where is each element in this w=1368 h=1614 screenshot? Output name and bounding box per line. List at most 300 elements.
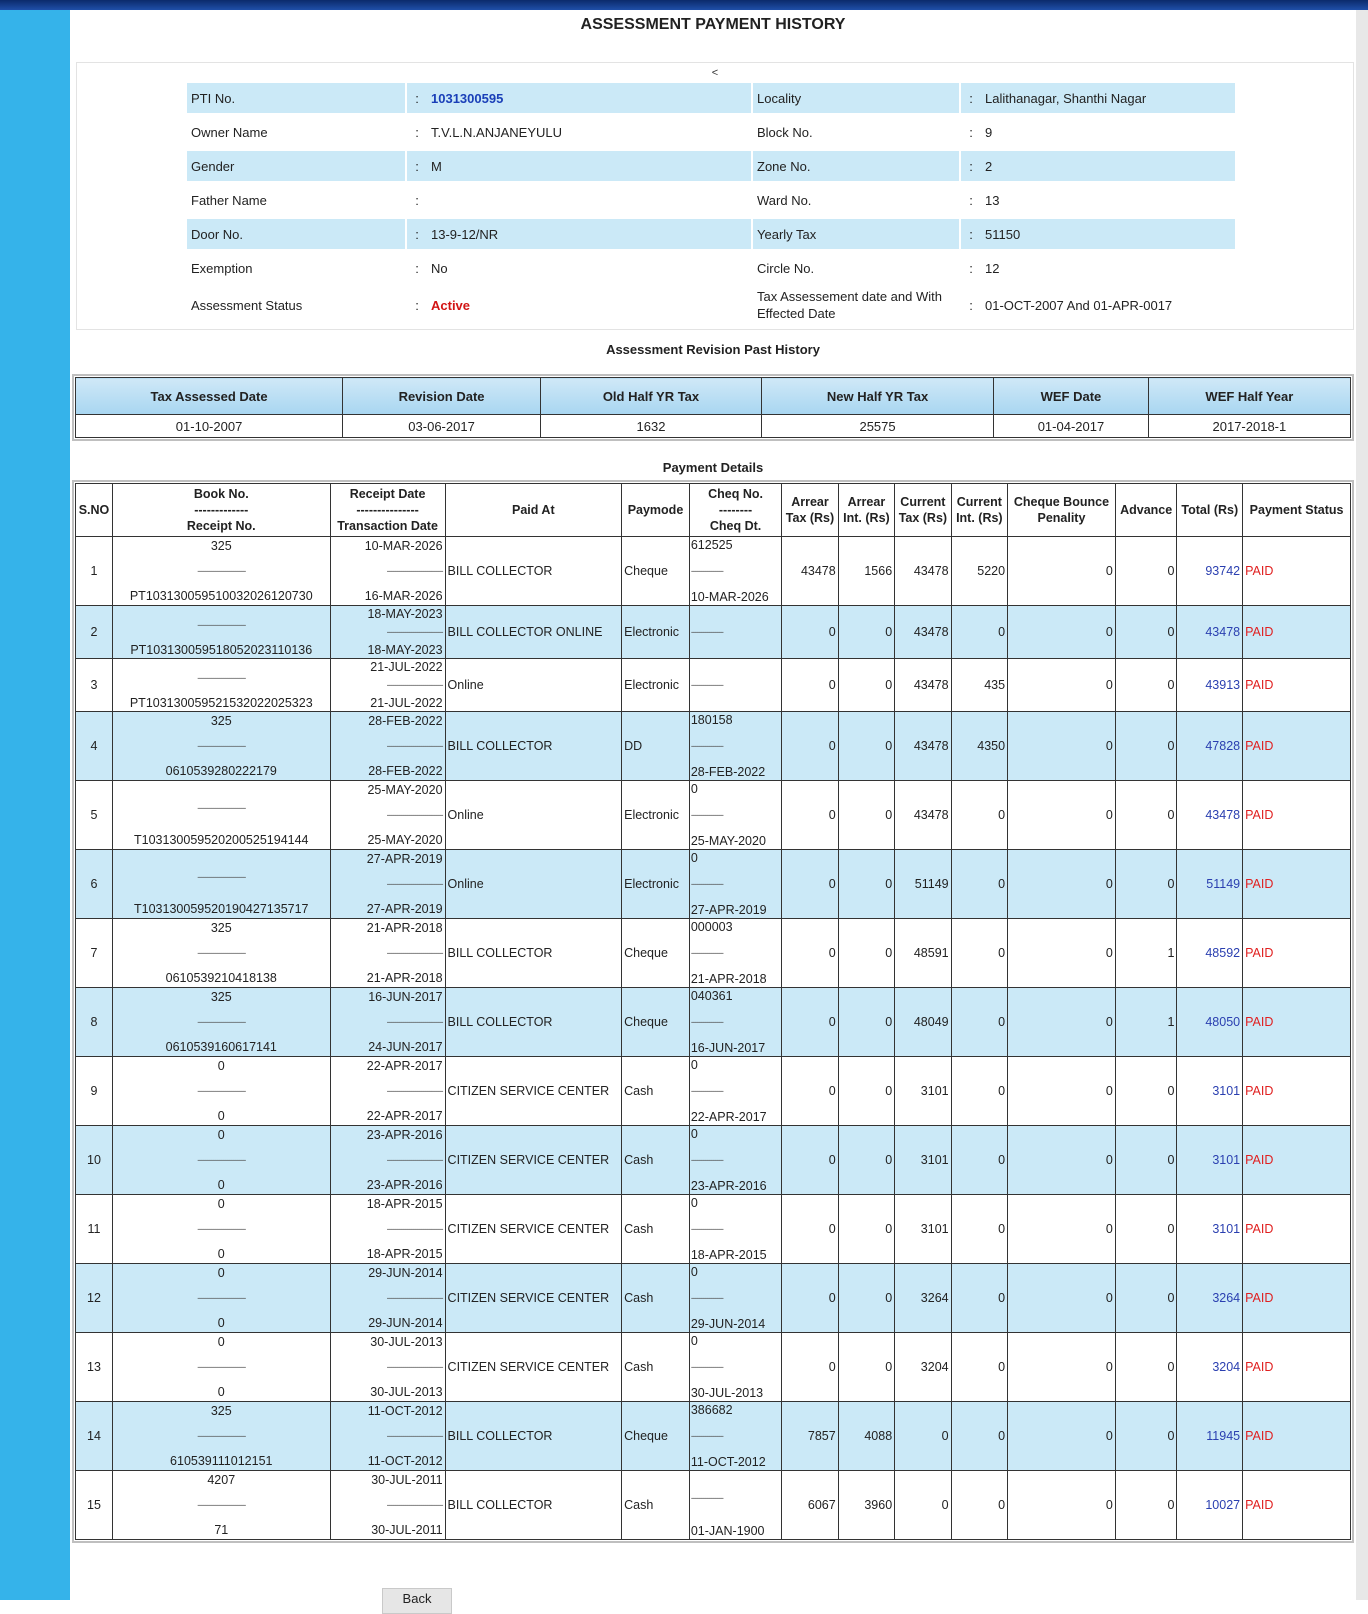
divider: ---------------- [690,1292,723,1303]
paymode: Cash [622,1195,690,1264]
book-receipt-cell [112,1264,330,1333]
info-label: Circle No. [757,260,815,276]
dates-stack [333,714,443,778]
cheque-cell [689,1471,781,1540]
table-row [76,1057,1351,1126]
row-sno: 13 [76,1333,113,1402]
paid-at: CITIZEN SERVICE CENTER [445,1333,622,1402]
transaction-date: 16-MAR-2026 [364,589,443,603]
revision-header-row [76,378,1351,415]
cheque-cell [689,1333,781,1402]
payment-status: PAID [1243,659,1351,712]
paid-at: CITIZEN SERVICE CENTER [445,1264,622,1333]
payment-status: PAID [1243,988,1351,1057]
paymode: Electronic [622,659,690,712]
divider: ---------------- [690,626,723,637]
book-receipt-cell [112,988,330,1057]
amount-bounce: 0 [1008,606,1116,659]
dates-stack [333,1128,443,1192]
cheque-cell [689,781,781,850]
cheque-cell [689,606,781,659]
book-receipt-cell [112,1471,330,1540]
divider: ------------------------ [197,1361,246,1372]
transaction-date: 21-APR-2018 [366,971,443,985]
cheque-no: 040361 [690,989,733,1003]
table-row [76,659,1351,712]
transaction-date: 29-JUN-2014 [368,1316,443,1330]
header-current-tax: Current Tax (Rs) [895,484,951,537]
paymode: Cheque [622,988,690,1057]
dates-stack [333,783,443,847]
receipt-no: PT10313005952153202202532​3 [129,696,313,710]
payment-status: PAID [1243,850,1351,919]
table-row [76,1264,1351,1333]
divider: ---------------- [690,1016,723,1027]
receipt-date: 11-OCT-2012 [367,1404,443,1418]
header-receipt-date: Receipt Date [349,487,426,501]
paid-at: CITIZEN SERVICE CENTER [445,1126,622,1195]
amount-ci: 0 [951,781,1007,850]
info-label: Yearly Tax [753,219,959,249]
header-cheq-no: Cheq No. [708,487,763,501]
cheque-date: 21-APR-2018 [690,972,767,986]
amount-ci: 0 [951,1264,1007,1333]
table-row [76,1333,1351,1402]
transaction-date: 30-JUL-2013 [370,1385,443,1399]
total-amount: 93742 [1177,537,1243,606]
row-sno: 7 [76,919,113,988]
divider: ---------------------------- [386,1292,443,1303]
divider: ------------------------ [197,871,246,882]
paymode: Electronic [622,850,690,919]
row-sno: 3 [76,659,113,712]
book-no: 0 [217,1128,225,1142]
row-sno: 11 [76,1195,113,1264]
paymode: Cash [622,1264,690,1333]
transaction-date: 11-OCT-2012 [367,1454,443,1468]
paymode: DD [622,712,690,781]
dates-stack [333,1266,443,1330]
payment-status: PAID [1243,606,1351,659]
total-amount: 3101 [1177,1057,1243,1126]
paid-at: BILL COLLECTOR ONLINE [445,606,622,659]
info-value: Lalithanagar, Shanthi Nagar [981,83,1235,113]
total-amount: 43913 [1177,659,1243,712]
divider: ---------------- [690,947,723,958]
table-row [76,537,1351,606]
payment-status: PAID [1243,1057,1351,1126]
total-amount: 3101 [1177,1195,1243,1264]
paid-at: CITIZEN SERVICE CENTER [445,1195,622,1264]
info-separator: : [969,124,973,140]
amount-adv: 0 [1115,606,1177,659]
divider: ---------------------------- [386,1361,443,1372]
cheque-stack [691,851,780,917]
cheque-date: 11-OCT-2012 [690,1455,766,1469]
amount-ai: 0 [838,850,894,919]
transaction-date: 30-JUL-2011 [371,1523,443,1537]
amount-at: 43478 [782,537,838,606]
info-label: Father Name [191,192,267,208]
cheque-cell [689,1057,781,1126]
info-separator: : [415,297,419,313]
table-row [76,712,1351,781]
divider: ---------------------------- [386,679,443,690]
row-sno: 9 [76,1057,113,1126]
book-no: 0 [217,1266,225,1280]
cheque-stack [691,782,780,848]
header-date-divider: --------------- [356,503,419,517]
dates-cell [330,850,445,919]
info-separator: : [415,192,419,208]
assessment-info-panel [76,62,1354,330]
receipt-no: 0 [217,1316,225,1330]
table-row [76,1195,1351,1264]
table-row [76,919,1351,988]
dates-cell [330,606,445,659]
amount-adv: 0 [1115,1264,1177,1333]
cheque-cell [689,537,781,606]
amount-bounce: 0 [1008,1057,1116,1126]
receipt-date: 18-MAY-2023 [367,607,443,621]
info-value: 9 [985,124,993,140]
amount-ci: 435 [951,659,1007,712]
dates-cell [330,1195,445,1264]
dates-cell [330,1333,445,1402]
amount-adv: 0 [1115,1402,1177,1471]
info-label: Tax Assessement date and With Effected Date [757,289,942,321]
left-sidebar [0,10,70,1600]
amount-bounce: 0 [1008,1333,1116,1402]
dates-stack [333,1473,443,1537]
amount-adv: 0 [1115,712,1177,781]
book-receipt-cell [112,850,330,919]
amount-at: 0 [782,919,838,988]
paid-at: BILL COLLECTOR [445,1471,622,1540]
amount-ct: 43478 [895,659,951,712]
cheque-no: 0 [690,1127,698,1141]
info-separator: : [961,83,981,113]
receipt-no: 0 [217,1385,225,1399]
cheque-no: 0 [690,1196,698,1210]
amount-at: 0 [782,712,838,781]
amount-ci: 0 [951,850,1007,919]
info-row [187,83,1235,113]
revision-header-cell: Old Half YR Tax [541,378,762,415]
cheque-stack [691,713,780,779]
divider: ------------------------ [197,947,246,958]
info-row [187,117,1235,147]
header-arrear-int: Arrear Int. (Rs) [838,484,894,537]
collapse-toggle[interactable]: < [711,67,719,79]
cheque-no: 386682 [690,1403,733,1417]
amount-adv: 0 [1115,1126,1177,1195]
revision-cell: 01-10-2007 [76,415,343,438]
dates-cell [330,1126,445,1195]
total-amount: 51149 [1177,850,1243,919]
row-sno: 4 [76,712,113,781]
amount-adv: 0 [1115,1195,1177,1264]
info-value: 12 [985,260,1000,276]
revision-header-cell: WEF Date [994,378,1149,415]
divider: ---------------------------- [386,1154,443,1165]
book-receipt-stack [115,783,328,847]
book-receipt-cell [112,1333,330,1402]
book-no: 4207 [207,1473,236,1487]
book-receipt-cell [112,1402,330,1471]
header-paymode: Paymode [622,484,690,537]
book-receipt-cell [112,919,330,988]
amount-at: 0 [782,781,838,850]
amount-ct: 3264 [895,1264,951,1333]
book-receipt-stack [115,660,328,710]
cheque-no: 0 [690,1058,698,1072]
amount-adv: 0 [1115,781,1177,850]
book-no: 0 [217,1059,225,1073]
dates-stack [333,1335,443,1399]
receipt-no: 610539111012151 [170,1454,273,1468]
book-receipt-stack [115,1128,328,1192]
total-amount: 11945 [1177,1402,1243,1471]
paid-at: BILL COLLECTOR [445,988,622,1057]
amount-bounce: 0 [1008,850,1116,919]
dates-cell [330,781,445,850]
info-label: PTI No. [187,83,405,113]
header-sno: S.NO [76,484,113,537]
info-value: 13 [985,192,1000,208]
book-receipt-cell [112,537,330,606]
row-sno: 5 [76,781,113,850]
payment-table [75,483,1351,1540]
cheque-date: 30-JUL-2013 [690,1386,764,1400]
receipt-date: 23-APR-2016 [366,1128,443,1142]
revision-header-cell: Revision Date [343,378,541,415]
back-button[interactable]: Back [382,1588,452,1614]
info-separator: : [415,260,419,276]
cheque-no: 0 [690,1265,698,1279]
header-cheque [689,484,781,537]
info-value [427,185,751,215]
total-amount: 10027 [1177,1471,1243,1540]
book-receipt-cell [112,712,330,781]
receipt-date: 21-JUL-2022 [370,660,443,674]
amount-at: 0 [782,1126,838,1195]
cheque-cell [689,659,781,712]
header-cheq-divider: -------- [718,503,753,517]
receipt-no: PT10313005951805202311013​6 [130,643,313,657]
info-value: 2 [981,151,1235,181]
transaction-date: 18-MAY-2023 [367,643,443,657]
dates-stack [333,660,443,710]
receipt-no: PT10313005951003202612073​0 [129,589,313,603]
info-label: Exemption [191,260,253,276]
divider: ---------------------------- [386,626,443,637]
amount-ci: 0 [951,1195,1007,1264]
divider: ------------------------ [197,1016,246,1027]
book-receipt-stack [115,1197,328,1261]
info-separator: : [961,151,981,181]
revision-data-row [76,415,1351,438]
amount-adv: 0 [1115,1333,1177,1402]
amount-ct: 0 [895,1402,951,1471]
amount-at: 0 [782,1195,838,1264]
amount-ai: 0 [838,659,894,712]
amount-ct: 0 [895,1471,951,1540]
divider: ------------------------ [197,802,246,813]
info-separator: : [407,83,427,113]
payment-status: PAID [1243,919,1351,988]
paid-at: BILL COLLECTOR [445,537,622,606]
cheque-date: 16-JUN-2017 [690,1041,766,1055]
cheque-cell [689,850,781,919]
info-value: 01-OCT-2007 And 01-APR-0017 [985,297,1173,313]
scrollbar[interactable] [1356,10,1368,1600]
total-amount: 43478 [1177,606,1243,659]
paymode: Electronic [622,606,690,659]
paid-at: BILL COLLECTOR [445,1402,622,1471]
info-row [187,287,1235,323]
table-row [76,988,1351,1057]
revision-header-cell: WEF Half Year [1148,378,1350,415]
header-dates [330,484,445,537]
row-sno: 14 [76,1402,113,1471]
dates-cell [330,1057,445,1126]
cheque-stack [691,1127,780,1193]
book-receipt-stack [115,1266,328,1330]
receipt-date: 27-APR-2019 [366,852,443,866]
cheque-stack [691,1403,780,1469]
divider: ---------------------------- [386,947,443,958]
revision-cell: 2017-2018-1 [1148,415,1350,438]
amount-adv: 0 [1115,1057,1177,1126]
revision-cell: 25575 [761,415,993,438]
cheque-stack [691,920,780,986]
cheque-date: 29-JUN-2014 [690,1317,766,1331]
cheque-cell [689,988,781,1057]
amount-ai: 0 [838,1333,894,1402]
total-amount: 3264 [1177,1264,1243,1333]
payment-status: PAID [1243,712,1351,781]
header-current-int: Current Int. (Rs) [951,484,1007,537]
divider: ---------------- [690,679,723,690]
total-amount: 48592 [1177,919,1243,988]
amount-ct: 3101 [895,1057,951,1126]
book-receipt-stack [115,607,328,657]
dates-stack [333,990,443,1054]
cheque-stack [691,989,780,1055]
divider: ------------------------ [197,1499,246,1510]
row-sno: 8 [76,988,113,1057]
dates-cell [330,537,445,606]
paymode: Cash [622,1471,690,1540]
divider: ------------------------ [197,1085,246,1096]
header-transaction-date: Transaction Date [337,519,438,533]
paymode: Cash [622,1126,690,1195]
revision-header-cell: New Half YR Tax [761,378,993,415]
receipt-date: 25-MAY-2020 [367,783,443,797]
amount-bounce: 0 [1008,919,1116,988]
cheque-no: 0 [690,851,698,865]
divider: ---------------------------- [386,740,443,751]
amount-ai: 0 [838,781,894,850]
amount-adv: 1 [1115,919,1177,988]
revision-cell: 03-06-2017 [343,415,541,438]
info-value: T.V.L.N.ANJANEYULU [431,124,563,140]
dates-cell [330,1471,445,1540]
book-receipt-stack [115,852,328,916]
receipt-no: 71 [214,1523,229,1537]
info-label: Zone No. [753,151,959,181]
receipt-date: 28-FEB-2022 [368,714,443,728]
table-row [76,606,1351,659]
divider: ---------------------------- [386,1016,443,1027]
info-separator: : [969,192,973,208]
amount-ct: 3101 [895,1195,951,1264]
cheque-stack [691,1472,780,1538]
amount-ci: 0 [951,1402,1007,1471]
amount-bounce: 0 [1008,1264,1116,1333]
divider: ---------------- [690,878,723,889]
book-receipt-cell [112,1126,330,1195]
receipt-date: 22-APR-2017 [366,1059,443,1073]
dates-cell [330,1402,445,1471]
divider: ---------------- [690,1492,723,1503]
dates-stack [333,852,443,916]
payment-status: PAID [1243,1402,1351,1471]
header-book-divider: ------------- [194,503,249,517]
info-separator: : [415,124,419,140]
transaction-date: 24-JUN-2017 [368,1040,443,1054]
amount-adv: 0 [1115,659,1177,712]
divider: ------------------------ [197,1292,246,1303]
divider: ---------------------------- [386,1430,443,1441]
book-receipt-stack [115,990,328,1054]
amount-bounce: 0 [1008,1126,1116,1195]
dates-cell [330,988,445,1057]
cheque-date: 25-MAY-2020 [690,834,766,848]
table-row [76,1126,1351,1195]
receipt-no: 0610539280222179 [165,764,277,778]
cheque-date: 27-APR-2019 [690,903,767,917]
header-book-receipt [112,484,330,537]
header-payment-status: Payment Status [1243,484,1351,537]
receipt-date: 10-MAR-2026 [364,539,443,553]
amount-ai: 0 [838,1057,894,1126]
cheque-cell [689,919,781,988]
amount-ci: 0 [951,1126,1007,1195]
divider: ------------------------ [197,740,246,751]
payment-section-title: Payment Details [662,460,764,475]
divider: ---------------- [690,740,723,751]
header-receipt-no: Receipt No. [186,519,256,533]
info-value: M [427,151,751,181]
receipt-no: 0 [217,1247,225,1261]
amount-adv: 0 [1115,850,1177,919]
cheque-stack [691,1334,780,1400]
receipt-date: 30-JUL-2013 [370,1335,443,1349]
receipt-no: 0610539160617141 [165,1040,277,1054]
divider: ---------------- [690,1361,723,1372]
payment-status: PAID [1243,1126,1351,1195]
amount-bounce: 0 [1008,1471,1116,1540]
info-label: Owner Name [191,124,268,140]
pti-number[interactable]: 1031300595 [427,83,751,113]
receipt-no: 0 [217,1109,225,1123]
amount-ct: 43478 [895,606,951,659]
amount-at: 6067 [782,1471,838,1540]
paid-at: Online [445,781,622,850]
header-advance: Advance [1115,484,1177,537]
